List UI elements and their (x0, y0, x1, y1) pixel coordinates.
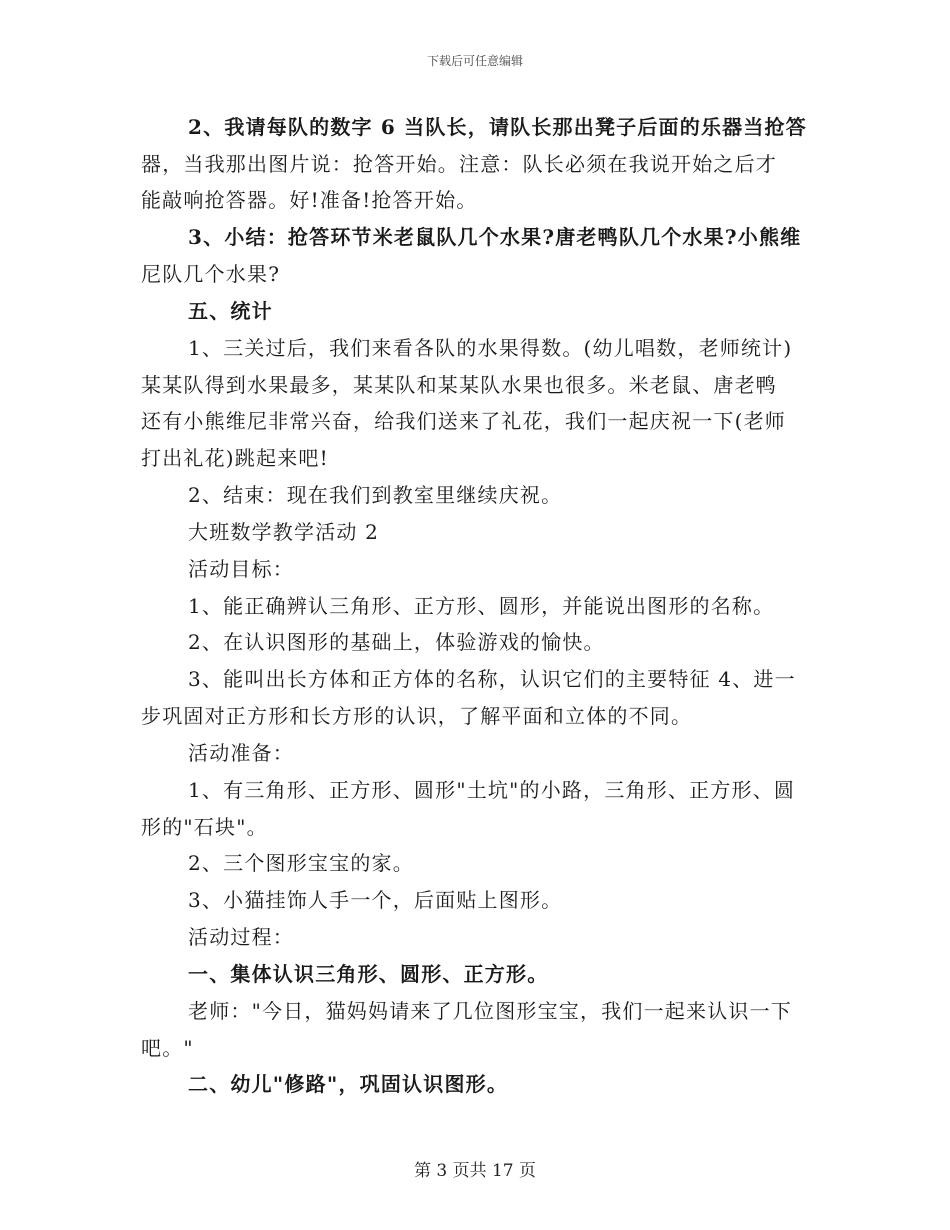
paragraph-line: 某某队得到水果最多，某某队和某某队水果也很多。米老鼠、唐老鸭 (141, 373, 777, 397)
paragraph-line: 能敲响抢答器。好!准备!抢答开始。 (141, 188, 478, 212)
paragraph-line: 2、在认识图形的基础上，体验游戏的愉快。 (188, 630, 605, 654)
paragraph-line: 2、三个图形宝宝的家。 (188, 851, 414, 875)
paragraph-line: 形的"石块"。 (141, 815, 268, 839)
paragraph-line: 3、小猫挂饰人手一个，后面贴上图形。 (188, 888, 563, 912)
page-footer: 第 3 页共 17 页 (413, 1161, 537, 1181)
paragraph-line: 还有小熊维尼非常兴奋，给我们送来了礼花，我们一起庆祝一下(老师 (141, 409, 787, 433)
paragraph-line: 1、能正确辨认三角形、正方形、圆形，并能说出图形的名称。 (188, 594, 775, 618)
page-header: 下载后可任意编辑 (426, 54, 523, 68)
paragraph-line: 1、有三角形、正方形、圆形"土坑"的小路，三角形、正方形、圆 (188, 778, 796, 802)
paragraph-line: 老师："今日，猫妈妈请来了几位图形宝宝，我们一起来认识一下 (188, 999, 792, 1023)
paragraph-line: 1、三关过后，我们来看各队的水果得数。(幼儿唱数，老师统计) (188, 336, 793, 360)
paragraph-line: 3、能叫出长方体和正方体的名称，认识它们的主要特征 4、进一 (188, 667, 796, 691)
subheading: 活动目标： (188, 557, 294, 581)
subheading: 活动过程： (188, 925, 294, 949)
section-heading: 五、统计 (188, 299, 273, 323)
paragraph-line: 器，当我那出图片说：抢答开始。注意：队长必须在我说开始之后才 (141, 152, 777, 176)
paragraph-line: 步巩固对正方形和长方形的认识，了解平面和立体的不同。 (141, 704, 693, 728)
subheading: 活动准备： (188, 741, 294, 765)
section-heading: 一、集体认识三角形、圆形、正方形。 (188, 962, 549, 986)
section-title: 大班数学教学活动 2 (188, 520, 380, 544)
section-heading: 二、幼儿"修路"，巩固认识图形。 (188, 1072, 509, 1096)
paragraph-line: 2、我请每队的数字 6 当队长，请队长那出凳子后面的乐器当抢答 (188, 115, 807, 139)
paragraph-line: 吧。" (141, 1036, 194, 1060)
paragraph-line: 打出礼花)跳起来吧! (141, 446, 329, 470)
paragraph-line: 3、小结：抢答环节米老鼠队几个水果?唐老鸭队几个水果?小熊维 (188, 225, 802, 249)
paragraph-line: 尼队几个水果? (141, 262, 281, 286)
paragraph-line: 2、结束：现在我们到教室里继续庆祝。 (188, 483, 563, 507)
